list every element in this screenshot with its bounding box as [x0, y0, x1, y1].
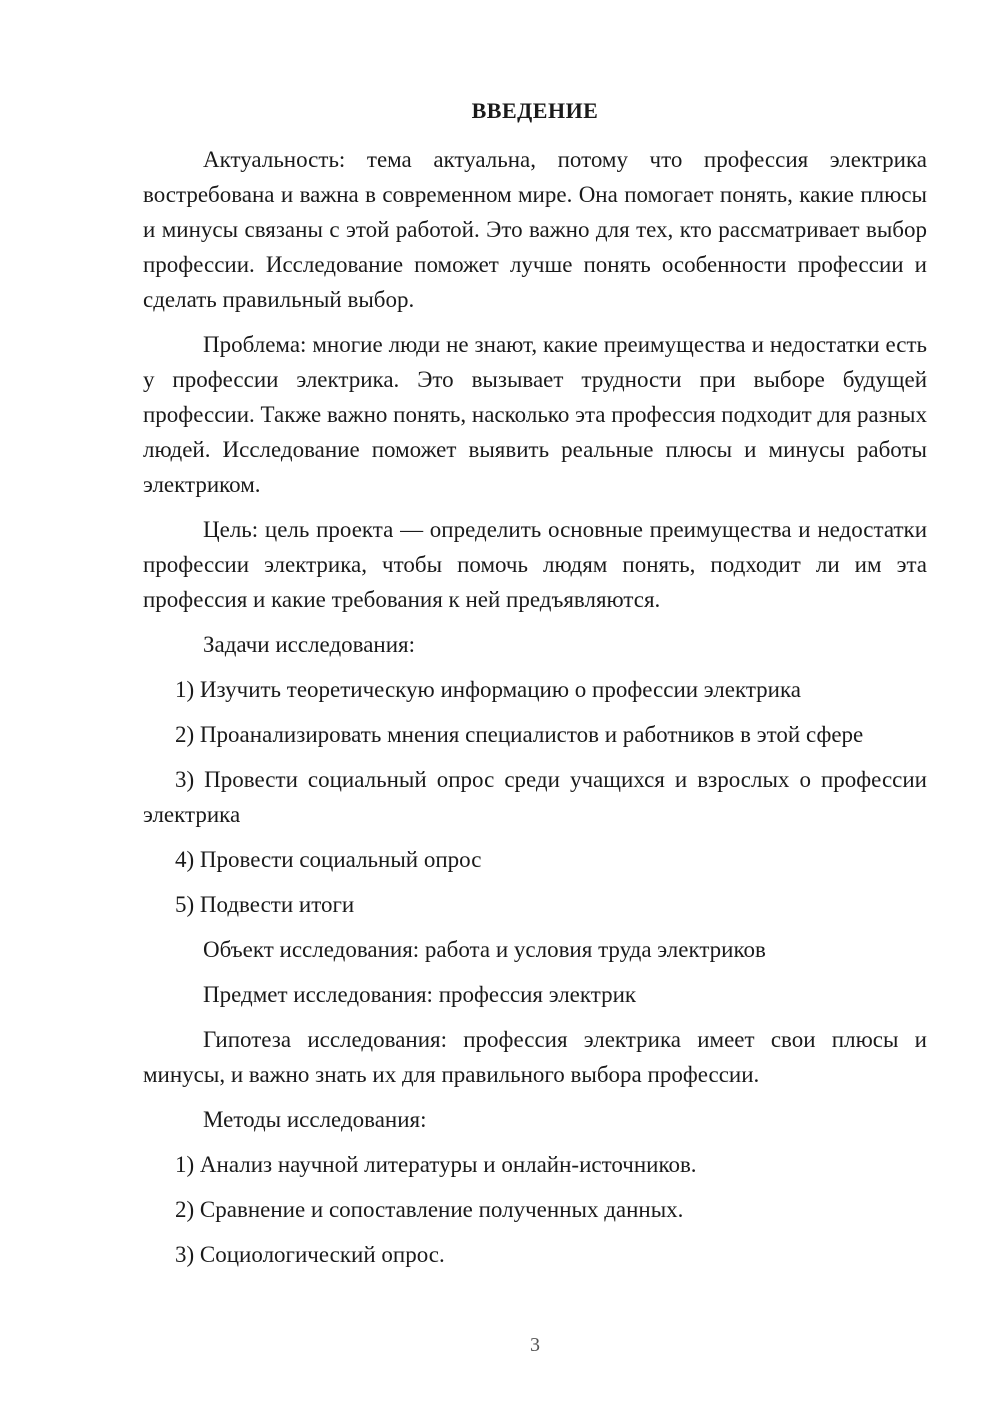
- problem-paragraph: Проблема: многие люди не знают, какие преимущества и недостатки есть у профессии электрика. Это вызывает трудности при выборе будущей профессии. Также важно понять, насколько эта профессия подходит для разных людей. Исследование поможет выявить реальные плюсы и минусы работы электриком.: [143, 332, 927, 497]
- task-item-2: 2) Проанализировать мнения специалистов и работников в этой сфере: [175, 722, 864, 747]
- page-number: 3: [530, 1334, 540, 1356]
- page-content: [143, 96, 927, 1282]
- object-line: Объект исследования: работа и условия труда электриков: [203, 937, 766, 962]
- method-item-3: 3) Социологический опрос.: [175, 1242, 445, 1267]
- section-title: ВВЕДЕНИЕ: [471, 98, 599, 123]
- task-item-1: 1) Изучить теоретическую информацию о профессии электрика: [175, 677, 801, 702]
- task-item-5: 5) Подвести итоги: [175, 892, 355, 917]
- task-item-4: 4) Провести социальный опрос: [175, 847, 482, 872]
- goal-paragraph: Цель: цель проекта — определить основные преимущества и недостатки профессии электрика, чтобы помочь людям понять, подходит ли им эта профессия и какие требования к ней предъявляются.: [143, 517, 927, 612]
- method-item-2: 2) Сравнение и сопоставление полученных данных.: [175, 1197, 684, 1222]
- task-item-3: 3) Провести социальный опрос среди учащихся и взрослых о профессии электрика: [143, 767, 927, 827]
- methods-heading: Методы исследования:: [203, 1107, 427, 1132]
- relevance-paragraph: Актуальность: тема актуальна, потому что профессия электрика востребована и важна в современном мире. Она помогает понять, какие плюсы и минусы связаны с этой работой. Это важно для тех, кто рассматривает выбор профессии. Исследование поможет лучше понять особенности профессии и сделать правильный выбор.: [143, 147, 927, 312]
- hypothesis-paragraph: Гипотеза исследования: профессия электрика имеет свои плюсы и минусы, и важно знать их для правильного выбора профессии.: [143, 1027, 927, 1087]
- method-item-1: 1) Анализ научной литературы и онлайн-источников.: [175, 1152, 697, 1177]
- tasks-heading: Задачи исследования:: [203, 632, 416, 657]
- subject-line: Предмет исследования: профессия электрик: [203, 982, 637, 1007]
